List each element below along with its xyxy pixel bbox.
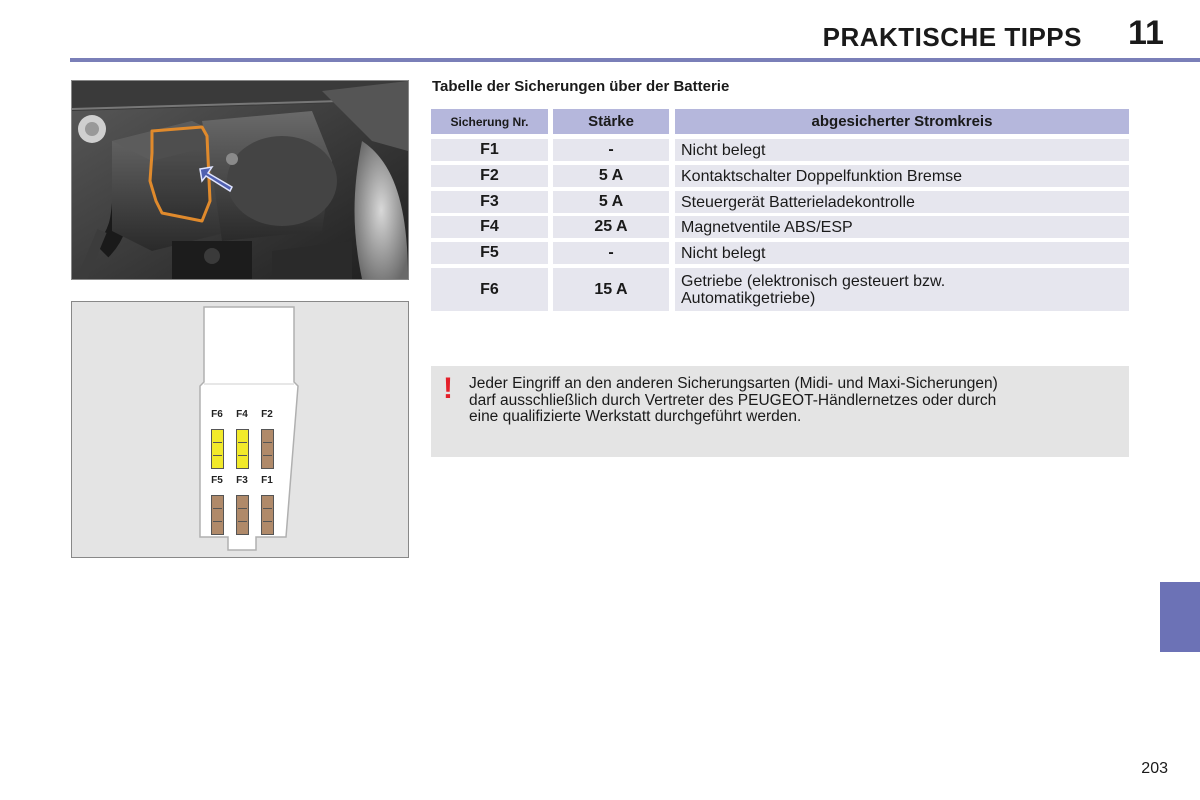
fuse-rating: 5 A [553,191,669,213]
fuse-number: F4 [431,216,548,238]
fuse-circuit-line: Getriebe (elektronisch gesteuert bzw. [681,272,946,290]
fuse-f1 [261,495,274,535]
header-circuit: abgesicherter Stromkreis [675,109,1129,134]
fuse-circuit: Nicht belegt [675,139,1129,161]
fuse-number: F1 [431,139,548,161]
page-number: 203 [1141,760,1168,777]
fuse-circuit: Steuergerät Batterieladekontrolle [675,191,1129,213]
fuse-rating: - [553,242,669,264]
fuse-rating: - [553,139,669,161]
fuse-f5 [211,495,224,535]
warning-icon: ! [443,372,453,405]
fuse-circuit: Magnetventile ABS/ESP [675,216,1129,238]
fuse-box-diagram [71,301,409,558]
section-title: PRAKTISCHE TIPPS [822,22,1082,52]
fuse-number: F5 [431,242,548,264]
warning-line: eine qualifizierte Werkstatt durchgeführt werden. [469,408,802,425]
fuse-f6 [211,429,224,469]
header-fuse-number: Sicherung Nr. [431,109,548,134]
fuse-label-f3: F3 [236,475,248,486]
warning-line: Jeder Eingriff an den anderen Sicherungsarten (Midi- und Maxi-Sicherungen) [469,375,998,392]
fuse-f4 [236,429,249,469]
warning-box [431,366,1129,457]
warning-text [469,376,1125,426]
fuse-circuit [675,268,1129,311]
chapter-side-tab [1160,582,1200,652]
fuse-label-f6: F6 [211,409,223,420]
warning-line: darf ausschließlich durch Vertreter des PEUGEOT-Händlernetzes oder durch [469,391,997,409]
header-rule [70,58,1200,62]
fuse-number: F2 [431,165,548,187]
fuse-f2 [261,429,274,469]
fuse-circuit: Nicht belegt [675,242,1129,264]
fuse-rating: 15 A [553,268,669,311]
table-title: Tabelle der Sicherungen über der Batterie [432,78,730,95]
fuse-number: F6 [431,268,548,311]
chapter-number: 11 [1128,14,1164,52]
fuse-circuit-line: Automatikgetriebe) [681,289,816,307]
fuse-label-f4: F4 [236,409,248,420]
fuse-rating: 25 A [553,216,669,238]
header-rating: Stärke [553,109,669,134]
fuse-label-f5: F5 [211,475,223,486]
fuse-f3 [236,495,249,535]
fuse-label-f1: F1 [261,475,273,486]
fuse-rating: 5 A [553,165,669,187]
fuse-number: F3 [431,191,548,213]
fuse-label-f2: F2 [261,409,273,420]
fuse-circuit: Kontaktschalter Doppelfunktion Bremse [675,165,1129,187]
engine-bay-photo [71,80,409,280]
